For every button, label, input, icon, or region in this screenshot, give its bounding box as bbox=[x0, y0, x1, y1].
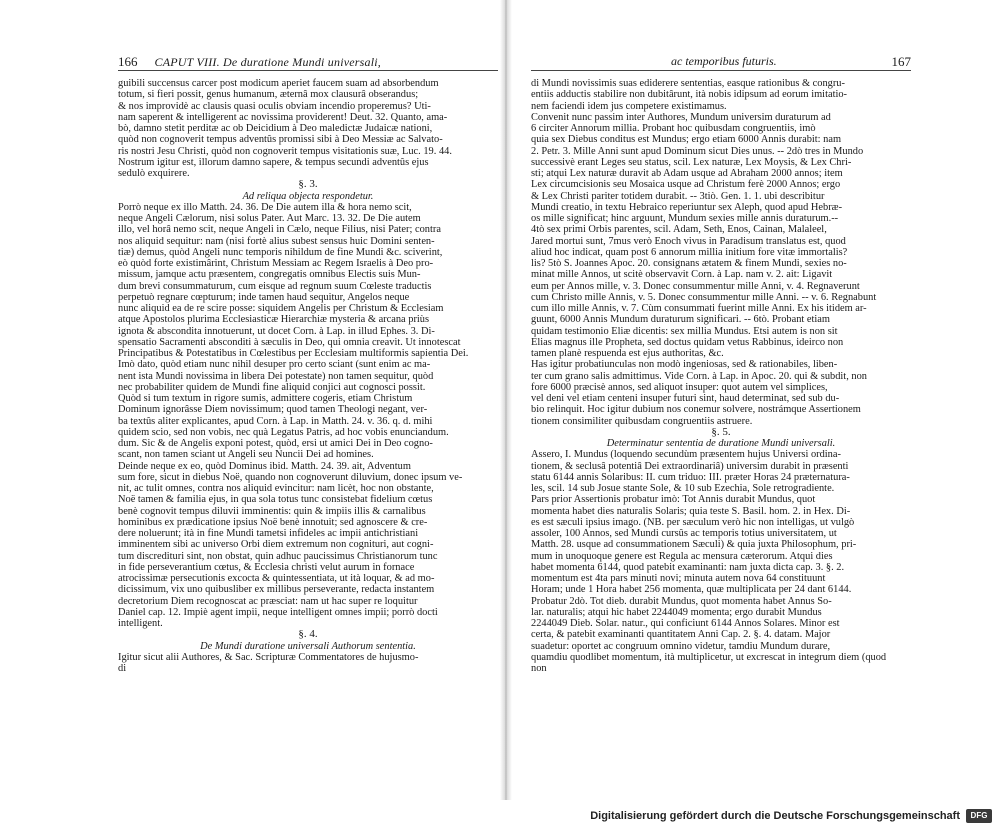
text-line: 4tò sex primi Orbis parentes, scil. Adam, Seth, Enos, Cainan, Malaleel, bbox=[531, 224, 827, 236]
text-line: & Lex Christi pariter totidem durabit. -- 3tiò. Gen. 1. 1. ubi describitur bbox=[531, 190, 825, 202]
text-line: perpetuò regnare cœpturum; inde tamen haud sequitur, Angelos neque bbox=[118, 291, 410, 303]
text-line: nem faciendi idem jus competere existimamus. bbox=[531, 100, 727, 112]
text-line: momentum est 4ta pars minuti novi; minuta autem nova 64 constituunt bbox=[531, 573, 826, 584]
text-line: ba textûs aliter explicantes, apud Corn. à Lap. in Matth. 24. v. 36. q. d. mihi bbox=[118, 415, 433, 427]
text-line: benè cognovit tempus diluvii imminentis: quin & impiis illis & carnalibus bbox=[118, 505, 426, 517]
text-line: in fide perseverantium cœtus, & Ecclesia christi velut aurum in fornace bbox=[118, 561, 415, 573]
text-line: Principatibus & Potestatibus in Cœlestibus per Ecclesiam multiformis sapientia Dei. bbox=[118, 348, 469, 359]
text-line: intelligent. bbox=[118, 618, 163, 629]
left-page-text bbox=[118, 78, 498, 674]
text-line: imminentem sibi ac universo Orbi diem extremum non cognituri, aut cogni- bbox=[118, 539, 434, 551]
text-line: Convenit nunc passim inter Authores, Mundum universim duraturum ad bbox=[531, 111, 831, 123]
right-head-rule bbox=[531, 70, 911, 71]
text-line: non bbox=[531, 663, 547, 674]
text-line: ter cum grano salis admittimus. Vide Corn. à Lap. in Apoc. 20. qui & subdit, non bbox=[531, 370, 867, 382]
text-line: di bbox=[118, 663, 127, 674]
text-line: tionem consimiliter quibusdam congruentiis astruere. bbox=[531, 415, 753, 427]
text-line: Mundi creatio, in textu Hebraico reperiuntur sex Aleph, quod apud Hebræ- bbox=[531, 201, 843, 213]
dfg-logo: DFG bbox=[966, 809, 992, 823]
text-line: 6 circiter Annorum millia. Probant hoc quibusdam congruentiis, imò bbox=[531, 123, 816, 134]
text-line: nunc aliquid ea de re scire posse: siquidem Angelis per Christum & Ecclesiam bbox=[118, 303, 444, 314]
text-line: Nostrum igitur est, illorum damno sapere, & tempus secundi adventûs ejus bbox=[118, 156, 429, 168]
text-line: es est sæculi ipsius imago. (NB. per sæculum verò hic non intelligas, ut vulgò bbox=[531, 516, 855, 528]
text-line: tum discredituri sint, non obstat, quin adhuc paucissimus Christianorum tunc bbox=[118, 550, 438, 562]
text-line: missum, jamque actu præsentem, congregatis omnibus Electis suis Mun- bbox=[118, 269, 421, 281]
text-line: statu 6144 annis Solaribus: II. cum triduo: III. præter Horas 24 præternatura- bbox=[531, 471, 850, 483]
text-line: nos aliquid sequitur: nam (nisi fortè alius subest sensus huic Domini senten- bbox=[118, 235, 435, 247]
text-line: Quòd si tum textum in rigore sumis, admittere cogeris, etiam Christum bbox=[118, 393, 413, 404]
text-line: 2. Petr. 3. Mille Anni sunt apud Dominum sicut Dies unus. -- 2dò tres in Mundo bbox=[531, 145, 864, 157]
left-head-rule bbox=[118, 70, 498, 71]
text-line: dere noluerunt; ità in fine Mundi tametsi infideles ac impii antichristiani bbox=[118, 528, 419, 539]
text-line: decretorium Diem recognoscat ac præsciat: nam ut hac super re loquitur bbox=[118, 595, 418, 607]
text-line: Daniel cap. 12. Impiè agent impii, neque intelligent omnes impii; porrò docti bbox=[118, 606, 438, 618]
text-line: atque Apostolos plurima Ecclesiasticæ Hierarchiæ mysteria & arcana priùs bbox=[118, 314, 430, 326]
text-line: §. 3. bbox=[298, 179, 318, 191]
text-line: quamdiu quodlibet momentum, ità multiplicetur, ut excrescat in integrum diem (quod bbox=[531, 651, 887, 663]
text-line: lis? 5tò S. Joannes Apoc. 20. consignans ætatem & finem Mundi, sexies no- bbox=[531, 258, 847, 269]
text-line: bò, damno stetit perditæ ac ob Deicidium à Deo maledictæ Judaicæ nationi, bbox=[118, 123, 433, 134]
text-line: Has igitur probatiunculas non modò ingeniosas, sed & rationabiles, liben- bbox=[531, 359, 838, 371]
text-line: illo, vel horâ nemo scit, neque Angeli in Cælo, neque Filius, nisi Pater; contra bbox=[118, 224, 441, 236]
text-line: lar. naturalis; atqui hic habet 2244049 momenta; ergo durabit Mundus bbox=[531, 606, 822, 618]
text-line: nam saperent & intelligerent ac novissima providerent! Deut. 32. Quanto, ama- bbox=[118, 111, 448, 123]
text-line: bio relinquit. Hoc igitur dubium nos conemur solvere, nostrámque Assertionem bbox=[531, 404, 861, 416]
text-line: 2244049 Dieb. Solar. natur., qui conficiunt 6144 Annos Solares. Minor est bbox=[531, 618, 840, 629]
text-line: assoler, 100 Annos, sed Mundi cursûs ac temporis totius universitatem, ut bbox=[531, 528, 837, 539]
text-line: quidam testimonio Eliæ dicentis: sex millia Mundus. Etsi autem is non sit bbox=[531, 325, 838, 337]
text-line: eum per Annos mille, v. 3. Donec consummentur mille Anni, v. 4. Regnaverunt bbox=[531, 280, 860, 292]
text-line: vel deni vel etiam centeni insuper futuri sint, haud determinat, sed sub du- bbox=[531, 393, 840, 404]
text-line: neque Angeli Cælorum, nisi solus Pater. Aut Marc. 13. 32. De Die autem bbox=[118, 213, 421, 224]
text-line: fore 6000 præcisè annos, sed aliquot insuper: quot autem vel simplices, bbox=[531, 381, 828, 393]
text-line: successivè erant Leges seu status, scil. Lex naturæ, Lex Moysis, & Lex Chri- bbox=[531, 156, 852, 168]
right-page-number: 167 bbox=[891, 54, 911, 69]
text-line: Dominum ignorâsse Diem novissimum; quod tamen Theologi negant, ver- bbox=[118, 404, 428, 416]
left-running-head bbox=[118, 54, 498, 70]
text-line: quia sex Diebus conditus est Mundus; ergo etiam 6000 Annis durabit: nam bbox=[531, 134, 842, 146]
text-line: hominibus ex prædicatione ipsius Noë benè innotuit; sed agnoscere & cre- bbox=[118, 516, 428, 528]
text-line: dicissimum, vix uno quibusliber ex millibus perseverante, redacta instantem bbox=[118, 584, 435, 596]
text-line: Imò dato, quòd etiam nunc nihil desuper pro certo sciant (sunt enim ac ma- bbox=[118, 359, 431, 371]
text-line: cum Christo mille Annis, v. 5. Donec consummentur mille Anni. -- v. 6. Regnabunt bbox=[531, 291, 877, 303]
text-line: momenta habet dies naturalis Solaris; quia teste S. Basil. hom. 2. in Hex. Di- bbox=[531, 505, 851, 517]
text-line: Probatur 2dò. Tot dieb. durabit Mundus, quot momenta habet Annus So- bbox=[531, 595, 832, 607]
text-line: Matth. 28. usque ad consummationem Sæculi) & quia juxta Philosophum, pri- bbox=[531, 539, 857, 551]
text-line: Porrò neque ex illo Matth. 24. 36. De Die autem illa & hora nemo scit, bbox=[118, 201, 412, 213]
text-line: aliud hoc indicat, quam post 6 annorum millia initium fore vitæ immortalis? bbox=[531, 246, 848, 258]
text-line: quidem scio, sed non vobis, nec quà Legatus Patris, ad hoc vobis enunciandum. bbox=[118, 426, 449, 438]
text-line: Lex circumcisionis seu Mosaica usque ad Christum ferè 2000 Annos; ergo bbox=[531, 179, 841, 191]
right-running-title: ac temporibus futuris. bbox=[671, 54, 777, 68]
text-line: Elias magnus ille Propheta, sed doctus quidam vetus Rabbinus, ideirco non bbox=[531, 336, 844, 348]
text-line: Assero, I. Mundus (loquendo secundùm præsentem hujus Universi ordina- bbox=[531, 449, 841, 461]
text-line: guibili succensus carcer post modicum aperiet faucem suam ad absorbendum bbox=[118, 78, 439, 89]
text-line: quòd non cognoverit tempus adventûs promissi sibi à Deo Messiæ ac Salvato- bbox=[118, 134, 443, 146]
text-line: tionem, & seclusâ potentiâ Dei extraordinariâ) universim durabit in præsenti bbox=[531, 460, 849, 472]
text-line: minat mille Annos, ut scitè observavit Corn. à Lap. nam v. 2. ait: Ligavit bbox=[531, 269, 833, 281]
text-line: totum, si fieri possit, genus humanum, æternâ mox clausurâ obserandus; bbox=[118, 89, 419, 101]
footer-bar bbox=[0, 803, 1000, 825]
text-line: certa, & patebit examinanti quantitatem Anni Cap. 2. §. 4. datam. Major bbox=[531, 629, 831, 641]
text-line: Pars prior Assertionis probatur imò: Tot Annis durabit Mundus, quot bbox=[531, 494, 816, 506]
text-line: atrocissimæ persecutionis excocta & quintessentiata, ut ità loquar, & ad mo- bbox=[118, 573, 435, 584]
book-gutter bbox=[500, 0, 512, 800]
text-line: nent ista Mundi novissima in libera Dei potestate) non tamen sequitur, quòd bbox=[118, 370, 434, 382]
text-line: tamen planè respuenda est ejus authoritas, &c. bbox=[531, 348, 724, 359]
text-line: entiis adductis stabilire non dubitârunt, ità nobis idipsum ad eorum imitatio- bbox=[531, 89, 848, 101]
text-line: tiæ) demus, quòd Angeli nunc temporis nihildum de fine Mundi &c. sciverint, bbox=[118, 246, 443, 258]
text-line: suadetur: oportet ac congruum omnino videtur, tamdiu Mundum durare, bbox=[531, 640, 831, 652]
text-line: nec probabiliter quidem de Mundi fine aliquid conjici aut cognosci possit. bbox=[118, 381, 426, 393]
text-line: Jared mortui sunt, 7mus verò Enoch vivus in Paradisum translatus est, quod bbox=[531, 235, 846, 247]
text-line: cum illo mille Annis, v. 7. Cùm consummati fuerint mille Anni. Ex his itidem ar- bbox=[531, 303, 867, 314]
text-line: sti; atqui Lex naturæ duravit ab Adam usque ad Abraham 2000 annos; item bbox=[531, 168, 843, 179]
text-line: §. 4. bbox=[298, 629, 318, 641]
text-line: Ad reliqua objecta respondetur. bbox=[242, 190, 374, 202]
text-line: sum fore, sicut in diebus Noë, quando non cognoverunt diluvium, donec ipsum ve- bbox=[118, 471, 463, 483]
text-line: sedulò exquirere. bbox=[118, 168, 190, 179]
text-line: os mille significat; hinc arguunt, Mundum sexies mille annis duraturum.-- bbox=[531, 213, 839, 224]
text-line: di Mundi novissimis suas ediderere sententias, easque rationibus & congru- bbox=[531, 78, 845, 89]
left-running-title: CAPUT VIII. De duratione Mundi universali, bbox=[154, 55, 381, 69]
text-line: Noë tamen & familia ejus, in qua sola totus tunc consistebat fidelium cœtus bbox=[118, 494, 433, 506]
text-line: Deinde neque ex eo, quòd Dominus ibid. Matth. 24. 39. ait, Adventum bbox=[118, 460, 411, 472]
right-page-text bbox=[531, 78, 911, 674]
text-line: Horam; unde 1 Hora habet 256 momenta, quæ multiplicata per 24 dant 6144. bbox=[531, 584, 852, 596]
text-line: les, scil. 14 sub Josue stante Sole, & 10 sub Ezechia, Sole retrogradiente. bbox=[531, 483, 835, 494]
left-page-number: 166 bbox=[118, 54, 138, 69]
text-line: scant, non tamen sciant ut Angeli seu Nuncii Dei ad homines. bbox=[118, 449, 374, 461]
text-line: spensatio Sacramenti absconditi à sæculis in Deo, qui omnia creavit. Ut innotescat bbox=[118, 336, 461, 348]
text-line: habet momenta 6144, quod patebit examinanti: nam juxta dicta cap. 3. §. 2. bbox=[531, 561, 845, 573]
text-line: Igitur sicut alii Authores, & Sac. Scripturæ Commentatores de hujusmo- bbox=[118, 651, 419, 663]
text-line: ignota & abscondita innotuerunt, ut docet Corn. à Lap. in illud Ephes. 3. Di- bbox=[118, 325, 435, 337]
text-line: mum in unoquoque genere est Regula ac mensura cæterorum. Atqui dies bbox=[531, 550, 833, 562]
text-line: eò quòd forte existimârint, Christum Messiam ac Regem Israelis à Deo pro- bbox=[118, 258, 434, 269]
text-line: dum brevi consummaturum, cum eisque ad regnum suum Cœleste traductis bbox=[118, 280, 432, 292]
text-line: & nos improvidè ac clausis quasi oculis obviam incendio properemus? Uti- bbox=[118, 100, 431, 112]
text-line: dum. Sic & de Angelis exponi potest, quòd, ersi ut amici Dei in Deo cogno- bbox=[118, 438, 433, 449]
text-line: De Mundi duratione universali Authorum sententia. bbox=[200, 640, 416, 652]
text-line: Determinatur sententia de duratione Mundi universali. bbox=[606, 438, 836, 449]
text-line: nit, ac tulit omnes, contra nos aliquid evincitur: nam licèt, hoc non obstante, bbox=[118, 483, 434, 494]
text-line: guunt, 6000 Annis Mundum duraturum significari. -- 6tò. Probant etiam bbox=[531, 314, 830, 326]
funding-credit: Digitalisierung gefördert durch die Deutsche Forschungsgemeinschaft bbox=[590, 810, 960, 822]
text-line: §. 5. bbox=[711, 426, 731, 438]
text-line: ris nostri Jesu Christi, quòd non cognoverit tempus visitationis suæ, Luc. 19. 44. bbox=[118, 145, 452, 157]
